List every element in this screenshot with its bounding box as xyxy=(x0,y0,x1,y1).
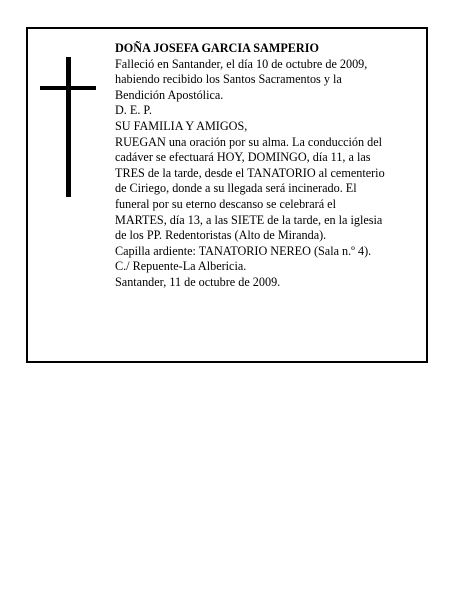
notice-line: RUEGAN una oración por su alma. La conducción del xyxy=(115,134,383,149)
notice-line: Capilla ardiente: TANATORIO NEREO (Sala n.º 4). xyxy=(115,243,372,258)
notice-line: de Ciriego, donde a su llegada será incinerado. El xyxy=(115,181,357,196)
obituary-notice xyxy=(26,27,428,363)
cross-horizontal-bar xyxy=(40,86,96,90)
notice-line: SU FAMILIA Y AMIGOS, xyxy=(115,118,248,133)
deceased-name: DOÑA JOSEFA GARCIA SAMPERIO xyxy=(115,41,319,55)
notice-line: de los PP. Redentoristas (Alto de Miranda). xyxy=(115,228,327,243)
notice-line: Falleció en Santander, el día 10 de octubre de 2009, xyxy=(115,56,368,71)
notice-line: Bendición Apostólica. xyxy=(115,87,224,102)
cross-vertical-bar xyxy=(66,57,71,197)
cross-icon xyxy=(40,57,96,197)
notice-line: C./ Repuente-La Albericia. xyxy=(115,259,247,274)
notice-date-line: Santander, 11 de octubre de 2009. xyxy=(115,274,281,289)
notice-line: cadáver se efectuará HOY, DOMINGO, día 11, a las xyxy=(115,150,371,165)
notice-line: TRES de la tarde, desde el TANATORIO al cementerio xyxy=(115,165,385,180)
notice-line: habiendo recibido los Santos Sacramentos y la xyxy=(115,72,342,87)
notice-text xyxy=(115,41,425,291)
notice-line: funeral por su eterno descanso se celebrará el xyxy=(115,196,336,211)
notice-line: MARTES, día 13, a las SIETE de la tarde, en la iglesia xyxy=(115,212,383,227)
rip-line: D. E. P. xyxy=(115,103,152,118)
